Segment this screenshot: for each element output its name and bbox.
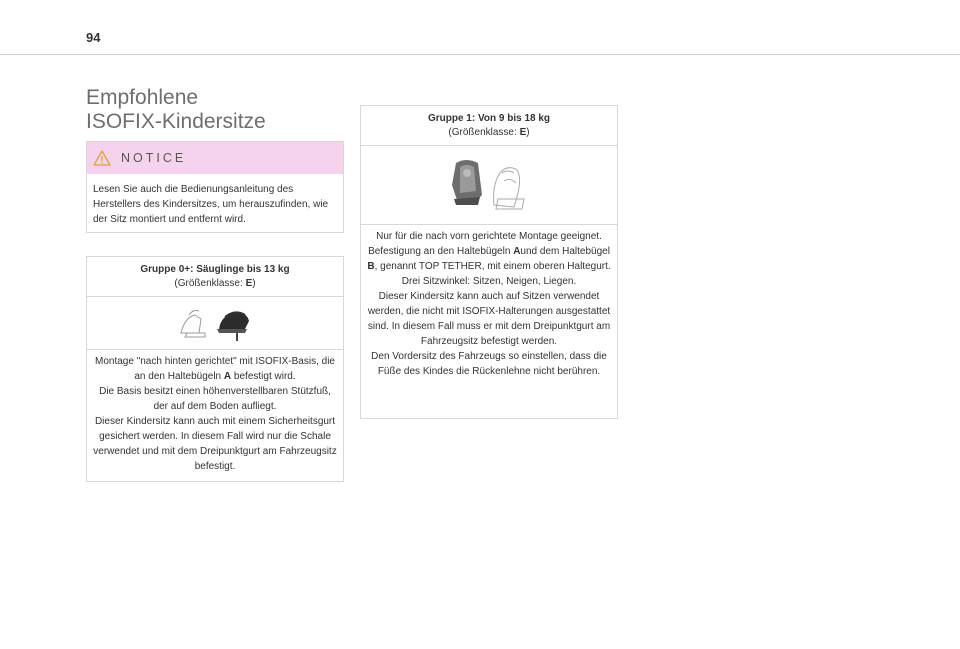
group0-description <box>87 350 343 474</box>
group1-p2-c: und dem Haltebügel <box>520 246 610 257</box>
group1-para-5: Den Vordersitz des Fahrzeugs so einstellen, dass die Füße des Kindes die Rückenlehne nicht berühren. <box>371 351 607 377</box>
forward-facing-child-seat-illustration <box>361 146 617 225</box>
group1-class-suffix: ) <box>526 127 530 138</box>
group1-p2-a: Befestigung an den Haltebügeln <box>368 246 514 257</box>
notice-label: NOTICE <box>121 151 187 165</box>
group0-class <box>174 278 255 289</box>
warning-triangle-icon <box>93 150 111 166</box>
group1-para-2 <box>367 244 611 274</box>
group1-class-prefix: (Größenklasse: <box>448 127 520 138</box>
group0-para-2: Die Basis besitzt einen höhenverstellbaren Stützfuß, der auf dem Boden aufliegt. <box>99 386 331 412</box>
group1-box <box>360 105 618 419</box>
infant-carrier-isofix-illustration <box>87 297 343 350</box>
title-line-1: Empfohlene <box>86 86 199 109</box>
group1-para-1: Nur für die nach vorn gerichtete Montage geeignet. <box>376 231 602 242</box>
group0-para-3: Dieser Kindersitz kann auch mit einem Sicherheitsgurt gesichert werden. In diesem Fall wird nur die Schale verwendet und mit dem Dreipunktgurt am Fahrzeugsitz befestigt. <box>93 416 337 472</box>
group0-para-1 <box>93 354 337 384</box>
header-divider <box>0 54 960 55</box>
infant-seat-icon <box>175 303 255 343</box>
group0-p1-a: Montage "nach hinten gerichtet" mit ISOFIX-Basis, die an den Haltebügeln <box>95 356 335 382</box>
group1-p2-d: B <box>367 261 375 272</box>
notice-header <box>87 142 343 174</box>
group0-heading: Gruppe 0+: Säuglinge bis 13 kg <box>140 264 290 275</box>
group0-p1-b: A <box>223 371 232 382</box>
group1-p2-b: A <box>513 246 521 257</box>
group1-class-value: E <box>519 127 527 138</box>
group1-p2-e: , genannt TOP TETHER, mit einem oberen Haltegurt. <box>374 261 611 272</box>
group1-description <box>361 225 617 379</box>
group1-class <box>448 127 529 138</box>
group0-p1-c: befestigt wird. <box>231 371 296 382</box>
group0-box <box>86 256 344 482</box>
group0-class-value: E <box>245 278 253 289</box>
section-title <box>86 86 346 134</box>
group1-header <box>361 106 617 146</box>
group0-class-suffix: ) <box>252 278 256 289</box>
child-seat-icon <box>444 155 534 215</box>
group0-class-prefix: (Größenklasse: <box>174 278 246 289</box>
page-number: 94 <box>86 30 101 45</box>
notice-text: Lesen Sie auch die Bedienungsanleitung des Herstellers des Kindersitzes, um herauszufinden, wie der Sitz montiert und entfernt wird. <box>93 184 329 225</box>
title-line-2: ISOFIX-Kindersitze <box>86 110 266 133</box>
notice-box <box>86 141 344 233</box>
group1-para-4: Dieser Kindersitz kann auch auf Sitzen verwendet werden, die nicht mit ISOFIX-Halterungen ausgestattet sind. In diesem Fall muss er mit dem Dreipunktgurt am Fahrzeugsitz befestigt werden. <box>367 291 611 347</box>
group0-header <box>87 257 343 297</box>
group1-para-3: Drei Sitzwinkel: Sitzen, Neigen, Liegen. <box>401 276 577 287</box>
group1-heading: Gruppe 1: Von 9 bis 18 kg <box>427 113 551 124</box>
